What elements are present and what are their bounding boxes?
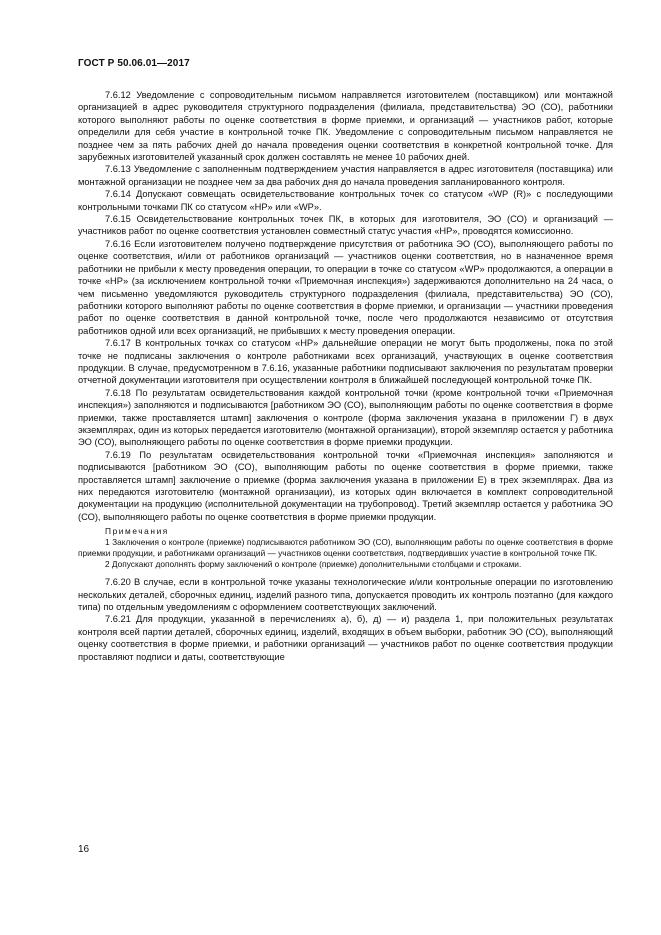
note-1: 1 Заключения о контроле (приемке) подписываются работником ЭО (СО), выполняющим работы по оценке соответствия в форме приемки продукции, и работниками организаций — участников оценки соответствия, подтвердивших участие в контрольной точке ПК. (78, 537, 613, 559)
paragraph-7-6-12: 7.6.12 Уведомление с сопроводительным письмом направляется изготовителем (поставщиком) или монтажной организацией в адрес руководителя структурного подразделения (филиала, представительства) ЭО (СО), работники которого выполняют работы по оценке соответствия в форме приемки, и организаций — участников работ, которые определили для себя участие в контрольной точке ПК. Уведомление с сопроводительным письмом направляется не позднее чем за пять рабочих дней до начала проведения оценки соответствия в конкретной контрольной точке. Для зарубежных изготовителей указанный срок должен составлять не менее 10 рабочих дней. (78, 90, 613, 163)
paragraph-7-6-18: 7.6.18 По результатам освидетельствования каждой контрольной точки (кроме контрольной точки «Приемочная инспекция») заполняются и подписываются [работником ЭО (СО), выполняющим работы по оценке соответствия в форме приемки, также проставляется штамп] заключения о контроле (форма заключения указана в приложении Г) в двух экземплярах, один из которых передается изготовителю (монтажной организации), второй экземпляр остается у работника ЭО (СО), выполняющего работы по оценке соответствия в форме приемки продукции. (78, 387, 613, 448)
note-2: 2 Допускают дополнять форму заключений о контроле (приемке) дополнительными столбцами и строками. (105, 559, 522, 570)
document-body (78, 89, 613, 663)
paragraph-7-6-16: 7.6.16 Если изготовителем получено подтверждение присутствия от работника ЭО (СО), выполняющего работы по оценке соответствия, и/или от работников организаций — участников оценки соответствия, но в назначенное время работники не прибыли к месту проведения операции, то операции в точке со статусом «WP» продолжаются, а операции в точке «HP» (за исключением контрольной точки «Приемочная инспекция») задерживаются дополнительно на 24 часа, о чем письменно уведомляются руководитель структурного подразделения (филиала, представительства) ЭО (СО), работники которого выполняют работы по оценке соответствия в форме приемки, и организации — участники проведения работ по оценке соответствия в данной контрольной точке, после чего продолжаются независимо от отсутствия работников одной или всех организаций, не прибывших к месту проведения операции. (78, 238, 613, 336)
paragraph-7-6-19: 7.6.19 По результатам освидетельствования контрольной точки «Приемочная инспекция» заполняются и подписываются [работником ЭО (СО), выполняющим работы по оценке соответствия в форме приемки, также проставляется штамп] заключение о приемке (форма заключения указана в приложении Е) в трех экземплярах. Два из них передаются изготовителю (монтажной организации), из которых один включается в комплект сопроводительной документации на продукцию (исполнительной документации на трубопровод). Третий экземпляр остается у работника ЭО (СО), выполняющего работы по оценке соответствия в форме приемки продукции. (78, 449, 613, 522)
notes-block (78, 526, 613, 570)
paragraph-7-6-17: 7.6.17 В контрольных точках со статусом «HP» дальнейшие операции не могут быть продолжены, пока по этой точке не подписаны заключения о контроле работниками всех организаций, участвующих в оценке соответствия продукции. В случае, предусмотренном в 7.6.16, указанные работники подписывают заключения по результатам проверки отчетной документации изготовителя при осуществлении контроля в ближайшей последующей контрольной точке ПК. (78, 338, 613, 386)
notes-title: Примечания (105, 526, 169, 537)
paragraph-7-6-20: 7.6.20 В случае, если в контрольной точке указаны технологические и/или контрольные операции по изготовлению нескольких деталей, сборочных единиц, изделий разного типа, допускается проводить их контроль поэтапно (для каждого типа) по отдельным уведомлениям с оформлением соответствующих заключений. (78, 577, 613, 613)
paragraph-7-6-13: 7.6.13 Уведомление с заполненным подтверждением участия направляется в адрес изготовителя (поставщика) или монтажной организации не позднее чем за два рабочих дня до начала проведения запланированного контроля. (78, 164, 613, 187)
page-number: 16 (78, 844, 90, 855)
paragraph-7-6-21: 7.6.21 Для продукции, указанной в перечислениях а), б), д) — и) раздела 1, при положительных результатах контроля всей партии деталей, сборочных единиц, изделий, входящих в объем выборки, работник ЭО (СО), выполняющий оценку соответствия в форме приемки, и работники организаций — участников работ по оценке соответствия продукции проставляют подписи и даты, соответствующие (78, 614, 613, 662)
paragraph-7-6-15: 7.6.15 Освидетельствование контрольных точек ПК, в которых для изготовителя, ЭО (СО) и организаций — участников работ по оценке соответствия установлен совместный статус участия «HP», проводятся комиссионно. (78, 214, 613, 237)
document-header: ГОСТ Р 50.06.01—2017 (78, 58, 190, 69)
paragraph-7-6-14: 7.6.14 Допускают совмещать освидетельствование контрольных точек со статусом «WP (R)» с последующими контрольными точками ПК со статусом «HP» или «WP». (78, 189, 613, 212)
